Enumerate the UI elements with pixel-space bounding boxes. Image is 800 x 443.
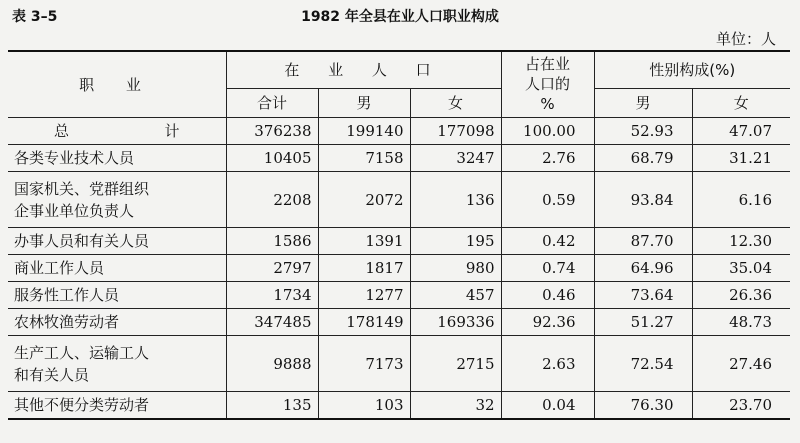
cell-total: 2797 <box>226 255 318 282</box>
cell-female-pct: 27.46 <box>692 336 790 392</box>
cell-male: 1277 <box>318 282 410 309</box>
cell-total: 135 <box>226 392 318 420</box>
unit-label: 单位：人 <box>715 30 776 48</box>
cell-male: 7173 <box>318 336 410 392</box>
row-name: 服务性工作人员 <box>8 282 226 309</box>
table-number: 表 3–5 <box>12 9 58 25</box>
row-name-line2: 企事业单位负责人 <box>14 201 135 220</box>
table-row <box>8 145 790 172</box>
cell-female: 195 <box>410 228 501 255</box>
header-male: 男 <box>318 89 410 118</box>
cell-female-pct: 23.70 <box>692 392 790 420</box>
row-name-line1: 生产工人、运输工人 <box>14 343 150 362</box>
cell-pct: 92.36 <box>501 309 594 336</box>
cell-male: 2072 <box>318 172 410 228</box>
cell-male-pct: 93.84 <box>594 172 692 228</box>
occupation-table <box>8 50 790 420</box>
header-female: 女 <box>410 89 501 118</box>
cell-pct: 2.63 <box>501 336 594 392</box>
cell-female: 32 <box>410 392 501 420</box>
row-name-line1: 国家机关、党群组织 <box>14 179 150 198</box>
cell-male-pct: 52.93 <box>594 118 692 145</box>
cell-male: 1817 <box>318 255 410 282</box>
header-share-line2: 人口的 <box>525 75 571 93</box>
cell-male-pct: 76.30 <box>594 392 692 420</box>
table-row <box>8 282 790 309</box>
table-row <box>8 392 790 420</box>
header-share-line3: % <box>540 95 555 113</box>
header-sex-structure: 性别构成(%) <box>594 51 790 89</box>
cell-female: 136 <box>410 172 501 228</box>
cell-male-pct: 51.27 <box>594 309 692 336</box>
table-title: 1982 年全县在业人口职业构成 <box>301 9 499 25</box>
cell-total: 1734 <box>226 282 318 309</box>
cell-male-pct: 64.96 <box>594 255 692 282</box>
row-name: 总 计 <box>8 118 226 145</box>
cell-female: 3247 <box>410 145 501 172</box>
row-name: 其他不便分类劳动者 <box>8 392 226 420</box>
cell-pct: 0.74 <box>501 255 594 282</box>
table-row <box>8 118 790 145</box>
cell-female-pct: 35.04 <box>692 255 790 282</box>
cell-male: 7158 <box>318 145 410 172</box>
cell-female: 2715 <box>410 336 501 392</box>
cell-male-pct: 68.79 <box>594 145 692 172</box>
cell-pct: 0.46 <box>501 282 594 309</box>
cell-male: 178149 <box>318 309 410 336</box>
row-name <box>8 336 226 392</box>
cell-female-pct: 6.16 <box>692 172 790 228</box>
cell-total: 9888 <box>226 336 318 392</box>
cell-female-pct: 12.30 <box>692 228 790 255</box>
header-total: 合计 <box>226 89 318 118</box>
header-sex-female: 女 <box>692 89 790 118</box>
header-employed-population: 在 业 人 口 <box>226 51 501 89</box>
row-name-line2: 和有关人员 <box>14 365 90 384</box>
cell-female: 177098 <box>410 118 501 145</box>
cell-pct: 100.00 <box>501 118 594 145</box>
row-name: 办事人员和有关人员 <box>8 228 226 255</box>
table-row <box>8 228 790 255</box>
cell-male: 199140 <box>318 118 410 145</box>
table-row <box>8 336 790 392</box>
row-name: 各类专业技术人员 <box>8 145 226 172</box>
row-name <box>8 172 226 228</box>
cell-total: 376238 <box>226 118 318 145</box>
cell-pct: 0.04 <box>501 392 594 420</box>
cell-total: 347485 <box>226 309 318 336</box>
cell-female-pct: 26.36 <box>692 282 790 309</box>
header-occupation: 职 业 <box>8 51 226 118</box>
cell-pct: 2.76 <box>501 145 594 172</box>
table-row <box>8 172 790 228</box>
table-row <box>8 255 790 282</box>
cell-female-pct: 31.21 <box>692 145 790 172</box>
cell-total: 1586 <box>226 228 318 255</box>
header-share-line1: 占在业 <box>525 55 571 73</box>
cell-male-pct: 87.70 <box>594 228 692 255</box>
cell-female: 457 <box>410 282 501 309</box>
cell-female-pct: 47.07 <box>692 118 790 145</box>
cell-female: 169336 <box>410 309 501 336</box>
cell-male-pct: 72.54 <box>594 336 692 392</box>
cell-female: 980 <box>410 255 501 282</box>
cell-pct: 0.42 <box>501 228 594 255</box>
row-name: 农林牧渔劳动者 <box>8 309 226 336</box>
table-row <box>8 309 790 336</box>
row-name: 商业工作人员 <box>8 255 226 282</box>
cell-female-pct: 48.73 <box>692 309 790 336</box>
cell-total: 10405 <box>226 145 318 172</box>
cell-male: 103 <box>318 392 410 420</box>
header-share <box>501 51 594 118</box>
header-sex-male: 男 <box>594 89 692 118</box>
cell-male: 1391 <box>318 228 410 255</box>
cell-male-pct: 73.64 <box>594 282 692 309</box>
cell-pct: 0.59 <box>501 172 594 228</box>
cell-total: 2208 <box>226 172 318 228</box>
